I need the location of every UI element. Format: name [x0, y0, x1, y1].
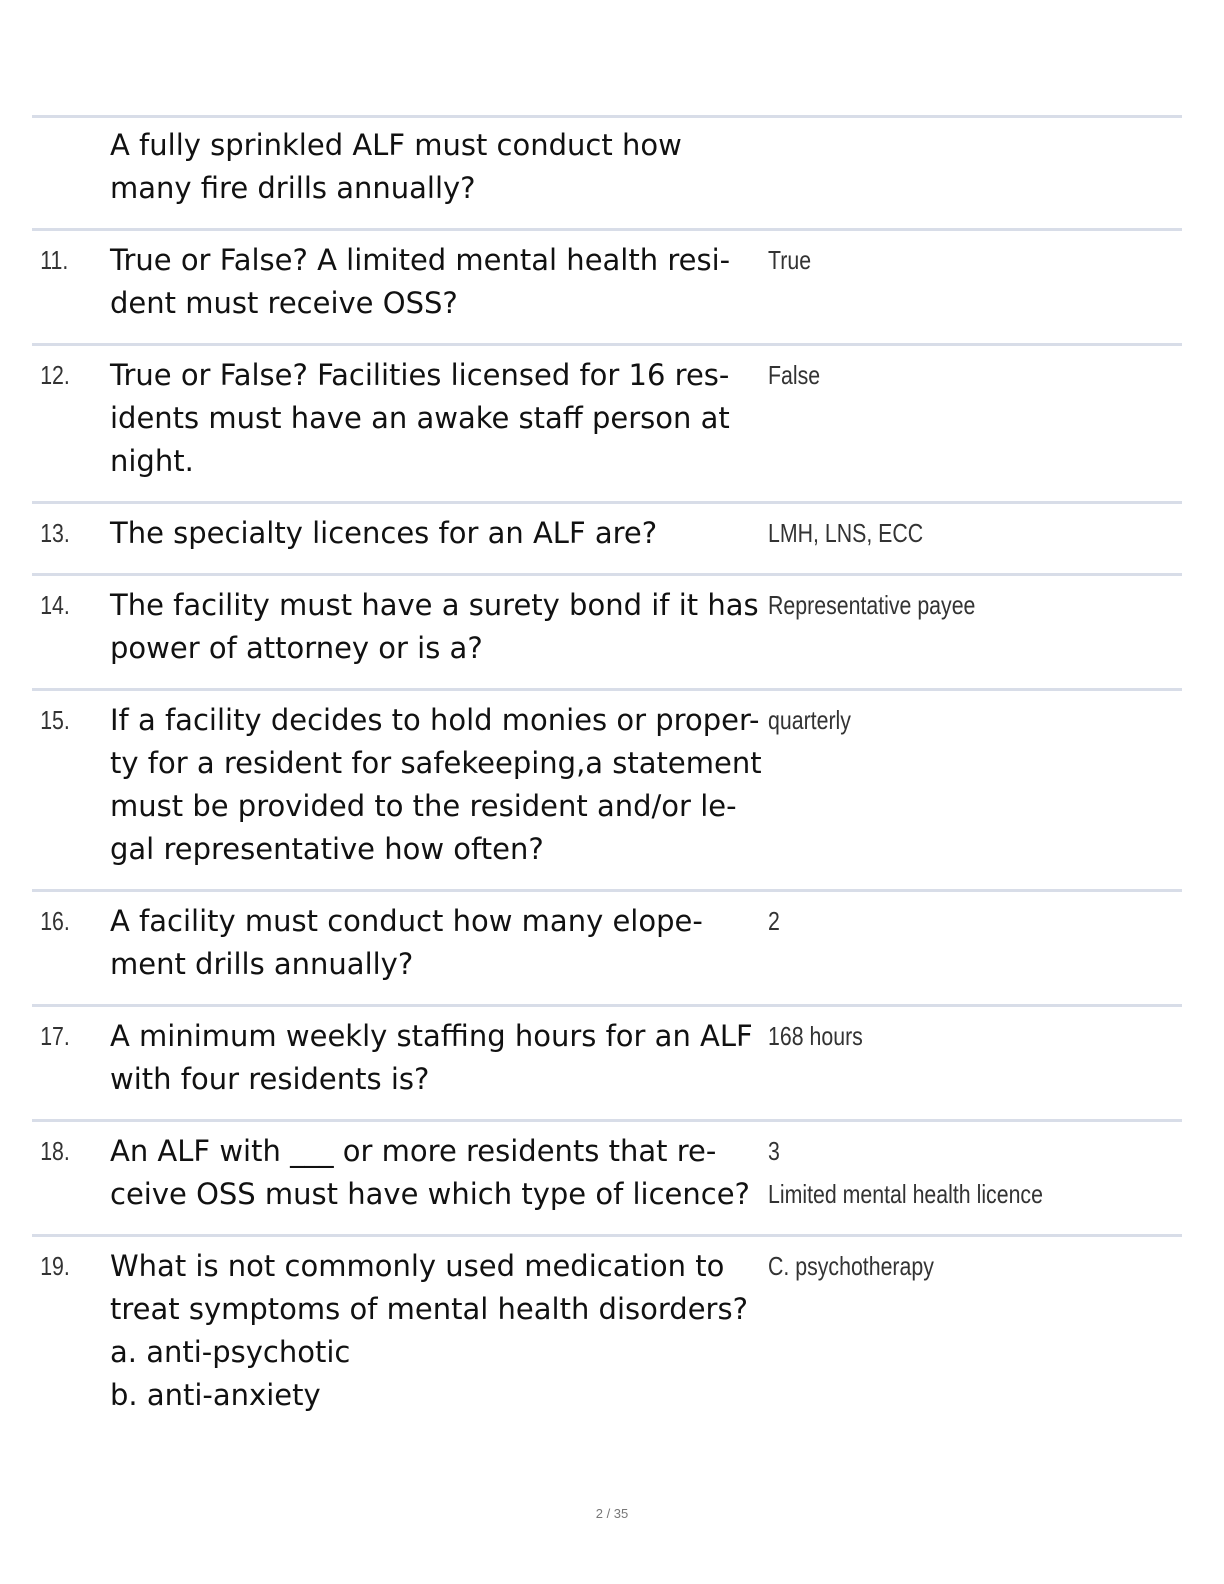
question-text: True or False? A limited mental health resi- dent must receive OSS? [110, 243, 731, 320]
answer-text: 2 [768, 906, 780, 936]
table-row [32, 1119, 1182, 1234]
table-row [32, 688, 1182, 889]
question-number: 17. [40, 1021, 70, 1051]
question-text: What is not commonly used medication to treat symptoms of mental health disorders? a. anti-psychotic b. anti-anxiety [110, 1249, 748, 1412]
question-text: An ALF with ___ or more residents that re- ceive OSS must have which type of licence? [110, 1134, 750, 1211]
table-row [32, 501, 1182, 573]
answer-text: LMH, LNS, ECC [768, 518, 924, 548]
question-text: A facility must conduct how many elope- ment drills annually? [110, 904, 703, 981]
table-row [32, 343, 1182, 501]
answer-text: quarterly [768, 705, 851, 735]
table-row [32, 228, 1182, 343]
table-row [32, 889, 1182, 1004]
question-number: 14. [40, 590, 70, 620]
question-text: The specialty licences for an ALF are? [110, 516, 658, 550]
question-number: 11. [40, 245, 69, 275]
question-text: If a facility decides to hold monies or proper- ty for a resident for safekeeping,a statement must be provided to the resident and/or le- gal representative how often? [110, 703, 762, 866]
answer-text: Representative payee [768, 590, 976, 620]
question-number: 13. [40, 518, 70, 548]
question-text: A minimum weekly staffing hours for an ALF with four residents is? [110, 1019, 753, 1096]
qa-table [32, 115, 1182, 1435]
answer-text: False [768, 360, 821, 390]
question-number: 12. [40, 360, 70, 390]
table-row [32, 115, 1182, 228]
question-number: 16. [40, 906, 70, 936]
table-row [32, 1234, 1182, 1435]
answer-text: True [768, 245, 812, 275]
table-row [32, 573, 1182, 688]
answer-text: 3 Limited mental health licence [768, 1136, 1043, 1209]
question-text: The facility must have a surety bond if it has power of attorney or is a? [110, 588, 759, 665]
question-number: 18. [40, 1136, 70, 1166]
question-number: 19. [40, 1251, 70, 1281]
question-text: True or False? Facilities licensed for 16 res- idents must have an awake staff person at night. [110, 358, 730, 478]
question-text: A fully sprinkled ALF must conduct how many fire drills annually? [110, 128, 682, 205]
answer-text: 168 hours [768, 1021, 863, 1051]
table-row [32, 1004, 1182, 1119]
question-number: 15. [40, 705, 70, 735]
answer-text: C. psychotherapy [768, 1251, 934, 1281]
page-indicator: 2 / 35 [595, 1506, 629, 1521]
